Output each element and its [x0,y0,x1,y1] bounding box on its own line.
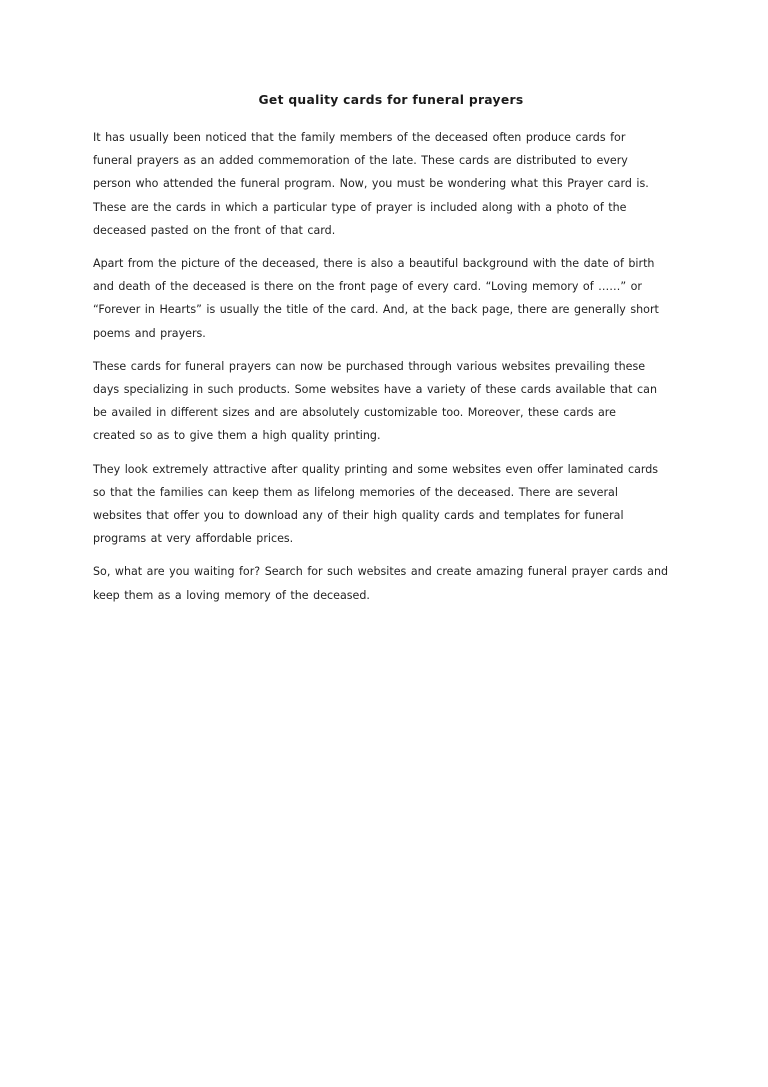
paragraph-line: “Forever in Hearts” is usually the title of the card. And, at the back page, there are generally short [93,303,659,317]
paragraph-line: poems and prayers. [93,326,206,340]
paragraph-line: These are the cards in which a particular type of prayer is included along with a photo of the [93,200,627,214]
document-title: Get quality cards for funeral prayers [258,93,524,107]
paragraph-3 [93,355,683,448]
paragraph-line: These cards for funeral prayers can now be purchased through various websites prevailing these [93,359,646,373]
paragraph-2 [93,252,683,345]
paragraph-line: websites that offer you to download any of their high quality cards and templates for funeral [93,509,624,523]
paragraph-4 [93,458,683,551]
paragraph-line: deceased pasted on the front of that card. [93,223,336,237]
paragraph-line: so that the families can keep them as lifelong memories of the deceased. There are several [93,485,618,499]
paragraph-line: created so as to give them a high quality printing. [93,429,381,443]
document-body [93,126,683,617]
paragraph-5 [93,560,683,606]
paragraph-line: They look extremely attractive after quality printing and some websites even offer laminated cards [93,462,659,476]
paragraph-line: keep them as a loving memory of the deceased. [93,588,370,602]
paragraph-line: and death of the deceased is there on the front page of every card. “Loving memory of ……” or [93,280,642,294]
paragraph-line: be availed in different sizes and are absolutely customizable too. Moreover, these cards are [93,406,616,420]
paragraph-line: days specializing in such products. Some websites have a variety of these cards available that can [93,383,657,397]
paragraph-line: It has usually been noticed that the family members of the deceased often produce cards for [93,131,626,144]
paragraph-1 [93,126,683,242]
paragraph-line: So, what are you waiting for? Search for such websites and create amazing funeral prayer cards and [93,565,669,579]
paragraph-line: funeral prayers as an added commemoration of the late. These cards are distributed to every [93,154,628,168]
paragraph-line: programs at very affordable prices. [93,532,294,546]
paragraph-line: person who attended the funeral program. Now, you must be wondering what this Prayer card is. [93,177,649,191]
paragraph-line: Apart from the picture of the deceased, there is also a beautiful background with the date of birth [93,257,655,271]
